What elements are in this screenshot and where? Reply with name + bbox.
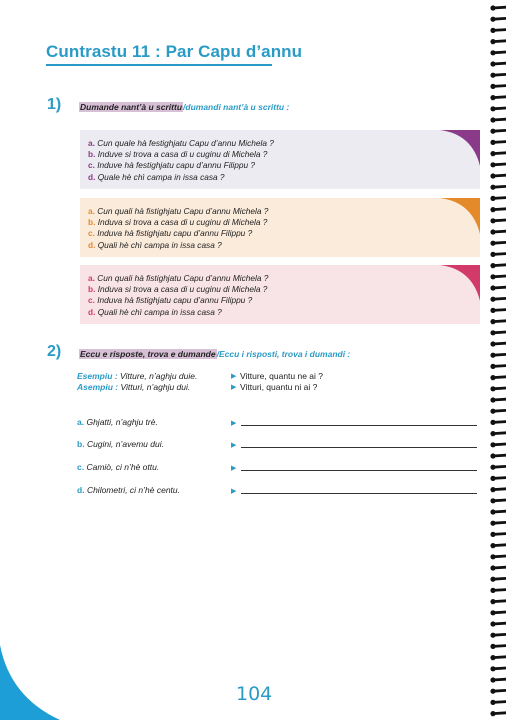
- spiral-ring: [490, 465, 506, 470]
- spiral-ring: [490, 577, 506, 582]
- section2-instruction-alt: Eccu i risposti, trova i dumandi :: [218, 349, 351, 359]
- spiral-ring: [490, 521, 506, 526]
- section1-number: 1): [47, 96, 62, 113]
- page-number: 104: [236, 683, 273, 705]
- list-item: c. Induve hà festighjatu capu d’annu Filippu ?: [88, 160, 255, 171]
- spiral-ring: [490, 117, 506, 122]
- spiral-ring: [490, 509, 506, 514]
- spiral-ring: [490, 644, 506, 649]
- spiral-ring: [490, 196, 506, 201]
- spiral-ring: [490, 50, 506, 55]
- corner-tab-orange: [440, 198, 480, 234]
- spiral-ring: [490, 666, 506, 671]
- spiral-ring: [490, 129, 506, 134]
- list-item: c. Induva hà fistighjatu capu d’annu Filippu ?: [88, 228, 253, 239]
- list-item: a. Cun quali hà fistighjatu Capu d’annu Michela ?: [88, 206, 269, 216]
- spiral-ring: [490, 95, 506, 100]
- spiral-ring: [490, 61, 506, 66]
- spiral-ring: [490, 162, 506, 167]
- write-line[interactable]: [241, 470, 477, 471]
- write-line[interactable]: [241, 447, 477, 448]
- section1-instruction: [79, 102, 289, 112]
- example-2: Asempiu : Vitturi, n’aghju dui.: [77, 382, 191, 392]
- spiral-ring: [490, 151, 506, 156]
- spiral-ring: [490, 397, 506, 402]
- spiral-ring: [490, 409, 506, 414]
- spiral-ring: [490, 341, 506, 346]
- spiral-ring: [490, 84, 506, 89]
- spiral-ring: [490, 330, 506, 335]
- spiral-ring: [490, 610, 506, 615]
- spiral-ring: [490, 655, 506, 660]
- write-line[interactable]: [241, 425, 477, 426]
- example-1-question: Vitture, quantu ne ai ?: [240, 371, 324, 381]
- spiral-ring: [490, 297, 506, 302]
- list-item: d. Quali hè chì campa in issa casa ?: [88, 306, 222, 317]
- arrow-icon: ▶: [231, 384, 237, 391]
- spiral-ring: [490, 218, 506, 223]
- arrow-icon: ▶: [231, 442, 237, 449]
- title-underline: [46, 64, 272, 66]
- section2-separator: /: [216, 349, 219, 359]
- spiral-ring: [490, 476, 506, 481]
- spiral-ring: [490, 39, 506, 44]
- arrow-icon: ▶: [231, 420, 237, 427]
- spiral-binding: [488, 0, 509, 720]
- spiral-ring: [490, 106, 506, 111]
- spiral-ring: [490, 633, 506, 638]
- spiral-ring: [490, 689, 506, 694]
- section2-instruction: [79, 349, 350, 359]
- spiral-ring: [490, 420, 506, 425]
- arrow-icon: ▶: [231, 488, 237, 495]
- answer-item-a: a. Ghjatti, n’aghju trè.: [77, 417, 158, 427]
- list-item: a. Cun quali hà fistighjatu Capu d’annu Michela ?: [88, 273, 269, 283]
- spiral-ring: [490, 252, 506, 257]
- page-title: Cuntrastu 11 : Par Capu d’annu: [46, 42, 303, 61]
- spiral-ring: [490, 274, 506, 279]
- spiral-ring: [490, 543, 506, 548]
- spiral-ring: [490, 386, 506, 391]
- section1-instruction-alt: dumandi nant’à u scrittu :: [185, 102, 290, 112]
- list-item: b. Induva si trova a casa di u cuginu di Michela ?: [88, 217, 268, 228]
- spiral-ring: [490, 173, 506, 178]
- spiral-ring: [490, 599, 506, 604]
- question-box-1: [80, 130, 480, 189]
- spiral-ring: [490, 677, 506, 682]
- spiral-ring: [490, 700, 506, 705]
- spiral-ring: [490, 319, 506, 324]
- arrow-icon: ▶: [231, 373, 237, 380]
- spiral-ring: [490, 498, 506, 503]
- corner-tab-purple: [440, 130, 480, 166]
- question-box-3: [80, 265, 480, 324]
- spiral-ring: [490, 565, 506, 570]
- spiral-ring: [490, 207, 506, 212]
- spiral-ring: [490, 364, 506, 369]
- section1-instruction-main: Dumande nant’à u scrittu: [80, 102, 183, 112]
- corner-tab-pink: [440, 265, 480, 301]
- spiral-ring: [490, 375, 506, 380]
- spiral-ring: [490, 5, 506, 10]
- list-item: d. Quali hè chì campa in issa casa ?: [88, 239, 222, 250]
- spiral-ring: [490, 554, 506, 559]
- list-item: b. Induva si trova a casa di u cuginu di Michela ?: [88, 284, 268, 295]
- spiral-ring: [490, 353, 506, 358]
- spiral-ring: [490, 431, 506, 436]
- spiral-ring: [490, 487, 506, 492]
- example-2-question: Vitturi, quantu ni ai ?: [240, 382, 318, 392]
- answer-item-d: d. Chilometri, ci n’hè centu.: [77, 485, 181, 495]
- spiral-ring: [490, 17, 506, 22]
- example-1: Esempiu : Vitture, n’aghju duie.: [77, 371, 198, 381]
- corner-decoration: [0, 645, 60, 720]
- spiral-ring: [490, 241, 506, 246]
- list-item: d. Quale hè chì campa in issa casa ?: [88, 171, 225, 182]
- question-box-2: [80, 198, 480, 257]
- list-item: a. Cun quale hà festighjatu Capu d’annu Michela ?: [88, 138, 274, 148]
- section1-separator: /: [183, 102, 186, 112]
- section2-instruction-main: Eccu e risposte, trova e dumande: [80, 349, 216, 359]
- write-line[interactable]: [241, 493, 477, 494]
- spiral-ring: [490, 621, 506, 626]
- spiral-ring: [490, 308, 506, 313]
- spiral-ring: [490, 140, 506, 145]
- answer-item-b: b. Cugini, n’avemu dui.: [77, 439, 164, 449]
- spiral-ring: [490, 285, 506, 290]
- spiral-ring: [490, 588, 506, 593]
- spiral-ring: [490, 453, 506, 458]
- spiral-ring: [490, 185, 506, 190]
- section2-number: 2): [47, 343, 62, 360]
- spiral-ring: [490, 229, 506, 234]
- spiral-ring: [490, 28, 506, 33]
- list-item: c. Induva hà fistighjatu capu d’annu Filippu ?: [88, 295, 253, 306]
- spiral-ring: [490, 263, 506, 268]
- spiral-ring: [490, 442, 506, 447]
- spiral-ring: [490, 73, 506, 78]
- arrow-icon: ▶: [231, 465, 237, 472]
- answer-item-c: c. Camiò, ci n’hè ottu.: [77, 462, 160, 472]
- list-item: b. Induve si trova a casa di u cuginu di Michela ?: [88, 149, 268, 160]
- spiral-ring: [490, 532, 506, 537]
- spiral-ring: [490, 711, 506, 716]
